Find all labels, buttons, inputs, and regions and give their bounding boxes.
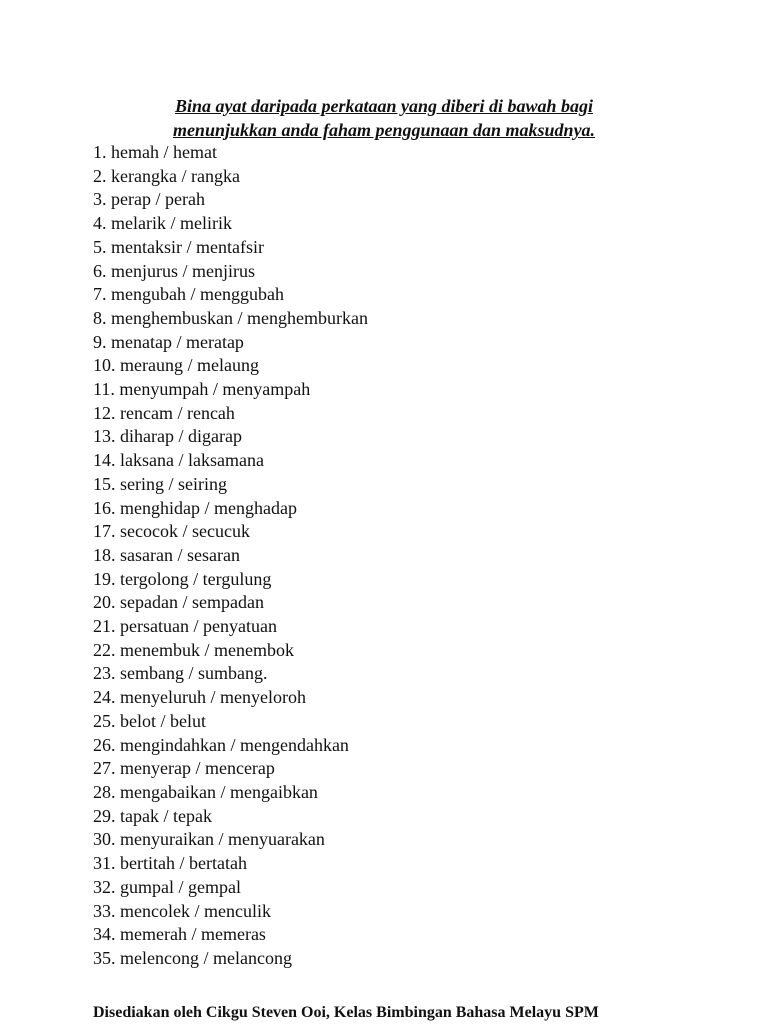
footer-credit: Disediakan oleh Cikgu Steven Ooi, Kelas Bimbingan Bahasa Melayu SPM xyxy=(93,1004,599,1021)
list-item: 23. sembang / sumbang. xyxy=(93,663,268,684)
list-item: 14. laksana / laksamana xyxy=(93,450,264,471)
instruction-heading xyxy=(0,94,768,142)
list-item: 27. menyerap / mencerap xyxy=(93,758,275,779)
list-item: 20. sepadan / sempadan xyxy=(93,592,264,613)
list-item: 35. melencong / melancong xyxy=(93,947,292,968)
list-item: 29. tapak / tepak xyxy=(93,805,212,826)
list-item: 7. mengubah / menggubah xyxy=(93,284,284,305)
list-item: 18. sasaran / sesaran xyxy=(93,544,240,565)
list-item: 10. meraung / melaung xyxy=(93,355,259,376)
list-item: 15. sering / seiring xyxy=(93,473,227,494)
list-item: 34. memerah / memeras xyxy=(93,924,266,945)
word-pair-list xyxy=(93,141,368,971)
list-item: 2. kerangka / rangka xyxy=(93,165,240,186)
list-item: 30. menyuraikan / menyuarakan xyxy=(93,829,325,850)
list-item: 21. persatuan / penyatuan xyxy=(93,616,277,637)
list-item: 6. menjurus / menjirus xyxy=(93,260,255,281)
list-item: 22. menembuk / menembok xyxy=(93,639,294,660)
list-item: 8. menghembuskan / menghemburkan xyxy=(93,307,368,328)
list-item: 3. perap / perah xyxy=(93,189,205,210)
list-item: 13. diharap / digarap xyxy=(93,426,242,447)
list-item: 24. menyeluruh / menyeloroh xyxy=(93,687,306,708)
list-item: 25. belot / belut xyxy=(93,710,206,731)
instruction-line-1: Bina ayat daripada perkataan yang diberi di bawah bagi xyxy=(174,96,594,116)
list-item: 9. menatap / meratap xyxy=(93,331,244,352)
list-item: 32. gumpal / gempal xyxy=(93,876,241,897)
list-item: 16. menghidap / menghadap xyxy=(93,497,297,518)
list-item: 17. secocok / secucuk xyxy=(93,521,250,542)
list-item: 31. bertitah / bertatah xyxy=(93,853,247,874)
list-item: 19. tergolong / tergulung xyxy=(93,568,272,589)
list-item: 26. mengindahkan / mengendahkan xyxy=(93,734,349,755)
list-item: 1. hemah / hemat xyxy=(93,142,217,162)
list-item: 5. mentaksir / mentafsir xyxy=(93,236,264,257)
list-item: 4. melarik / melirik xyxy=(93,213,232,234)
instruction-line-2: menunjukkan anda faham penggunaan dan maksudnya. xyxy=(172,120,596,140)
list-item: 33. mencolek / menculik xyxy=(93,900,271,921)
list-item: 11. menyumpah / menyampah xyxy=(93,379,311,400)
list-item: 12. rencam / rencah xyxy=(93,402,235,423)
list-item: 28. mengabaikan / mengaibkan xyxy=(93,781,318,802)
